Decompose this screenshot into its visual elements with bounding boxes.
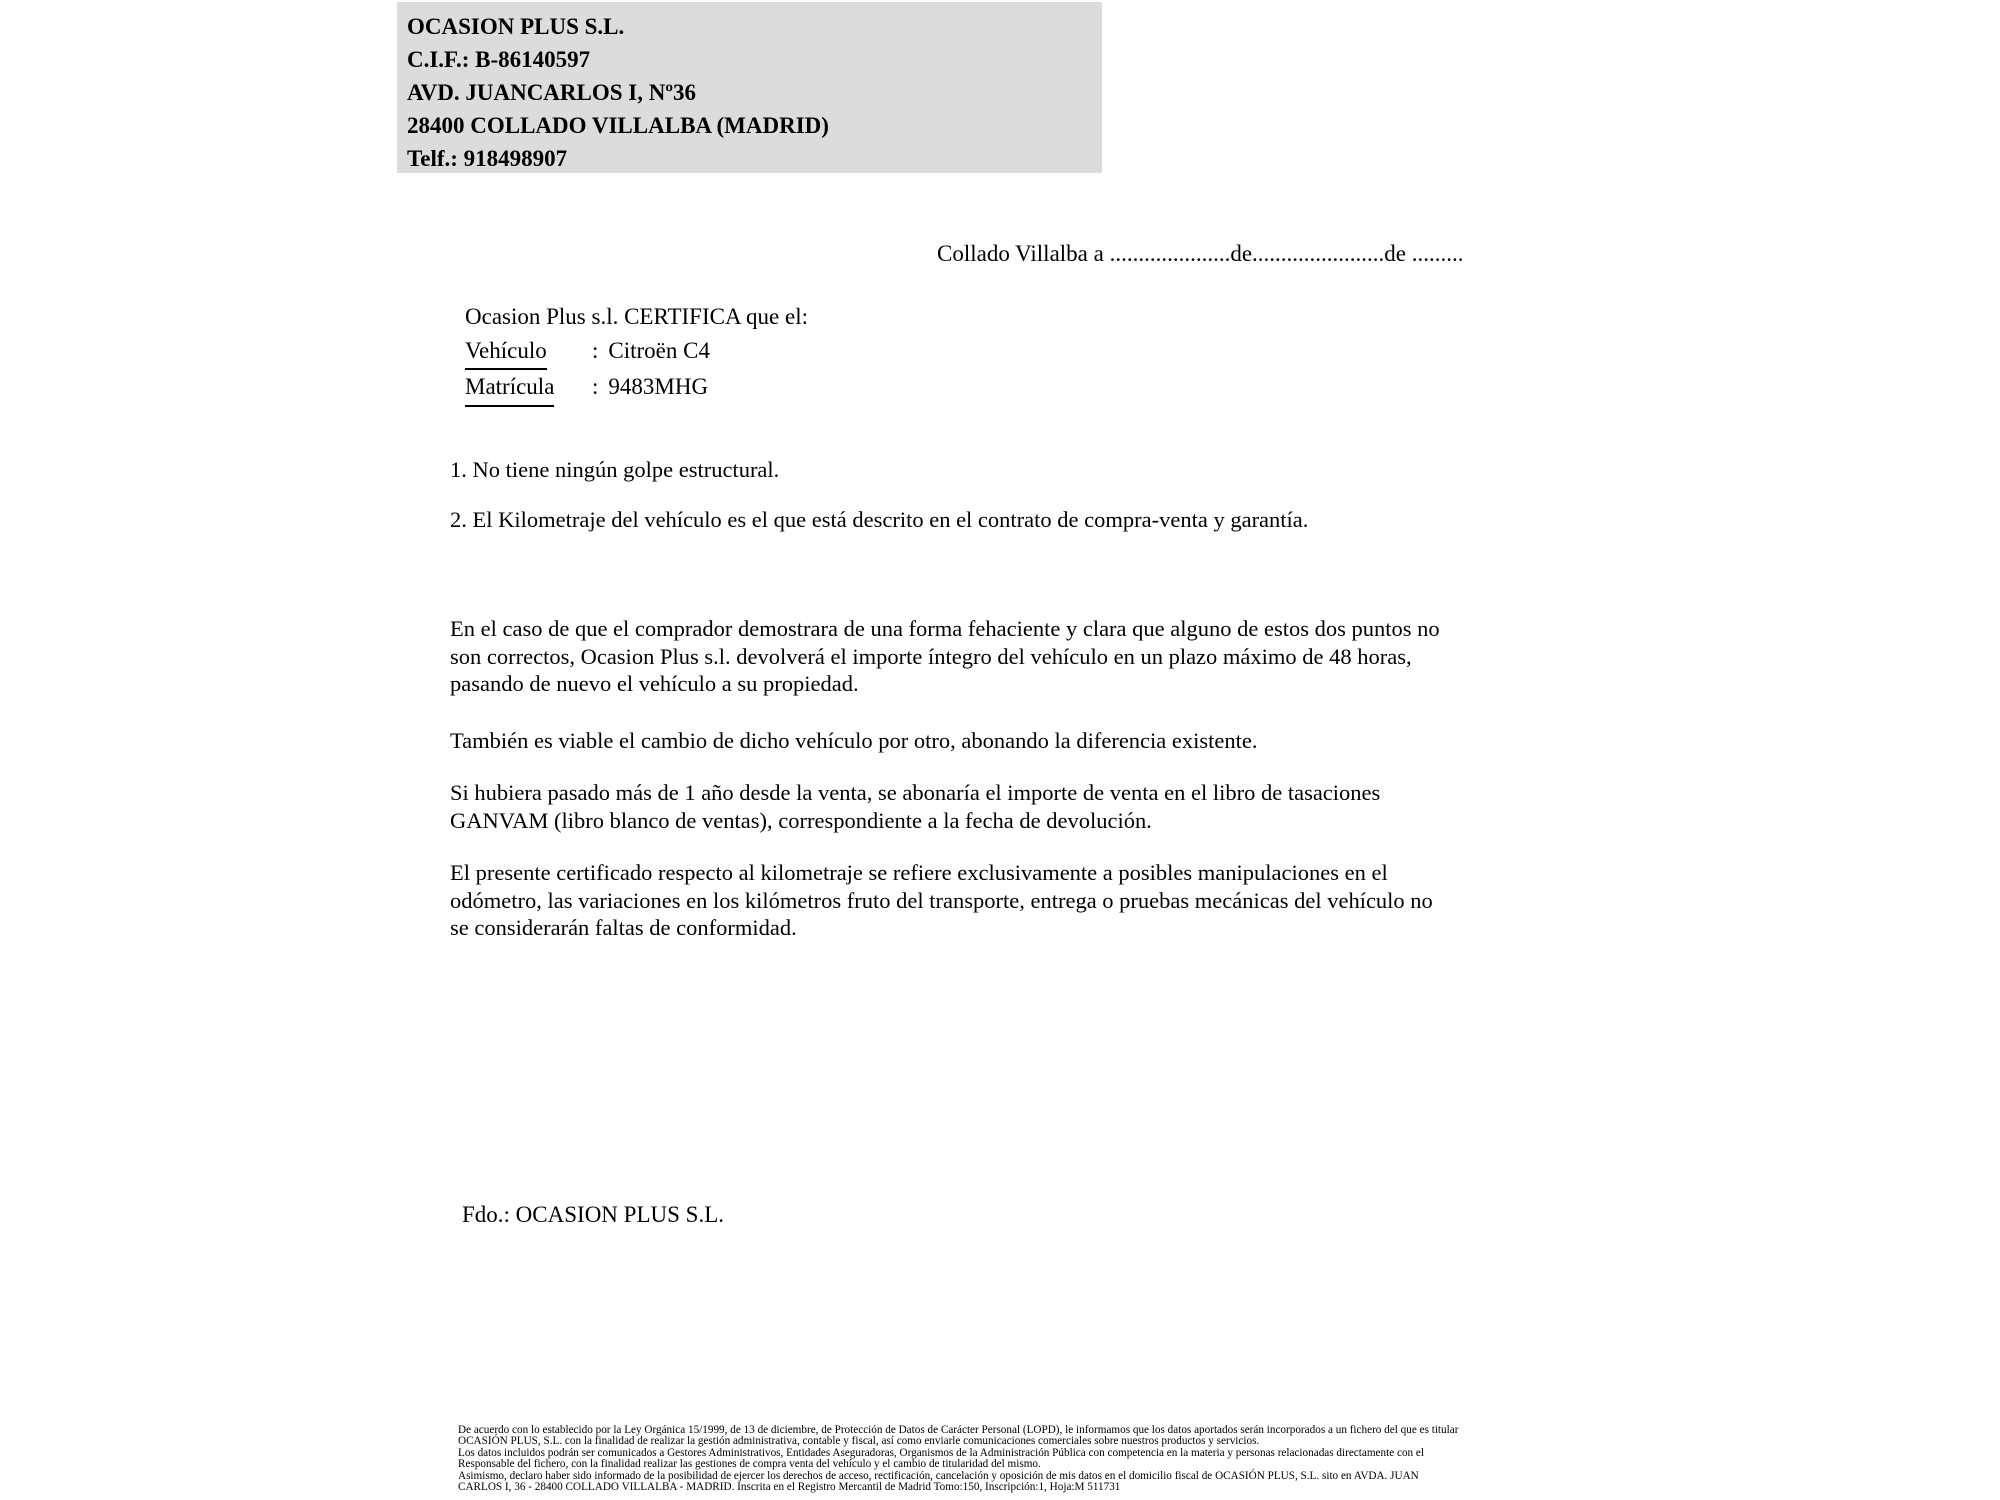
paragraph-line: También es viable el cambio de dicho vehículo por otro, abonando la diferencia existente. <box>450 728 1258 753</box>
legal-footer <box>458 1425 1458 1493</box>
field-separator: : <box>592 374 599 399</box>
plate-label-wrap <box>465 370 592 407</box>
letterhead-city: 28400 COLLADO VILLALBA (MADRID) <box>407 113 829 138</box>
plate-value: 9483MHG <box>608 374 709 399</box>
vehicle-label: Vehículo <box>465 334 547 371</box>
letterhead-address: AVD. JUANCARLOS I, Nº36 <box>407 80 696 105</box>
paragraph-line: Si hubiera pasado más de 1 año desde la venta, se abonaría el importe de venta en el libro de tasaciones <box>450 780 1381 805</box>
paragraph-exchange <box>450 727 1258 755</box>
date-line: Collado Villalba a .....................de.......................de ......... <box>937 241 1464 266</box>
legal-footer-line: Asimismo, declaro haber sido informado de la posibilidad de ejercer los derechos de acceso, rectificación, cancelación y oposición de mis datos en el domicilio fiscal de OCASIÓN PLUS, S.L. sito en AVDA. JUAN <box>458 1469 1419 1482</box>
letterhead-cif: C.I.F.: B-86140597 <box>407 47 591 72</box>
certify-intro: Ocasion Plus s.l. CERTIFICA que el: <box>465 304 808 329</box>
vehicle-label-wrap <box>465 334 592 371</box>
paragraph-line: se considerarán faltas de conformidad. <box>450 915 797 940</box>
letterhead-phone: Telf.: 918498907 <box>407 146 568 171</box>
plate-label: Matrícula <box>465 370 554 407</box>
paragraph-refund <box>450 615 1440 698</box>
legal-footer-line: Responsable del fichero, con la finalidad realizar las gestiones de compra venta del vehículo y el cambio de titularidad del mismo. <box>458 1458 1041 1471</box>
paragraph-line: GANVAM (libro blanco de ventas), correspondiente a la fecha de devolución. <box>450 807 1152 833</box>
legal-footer-line: CARLOS I, 36 - 28400 COLLADO VILLALBA - MADRID. Inscrita en el Registro Mercantil de Madrid Tomo:150, Inscripción:1, Hoja:M 511731 <box>458 1481 1121 1494</box>
paragraph-line: pasando de nuevo el vehículo a su propiedad. <box>450 671 859 696</box>
legal-footer-line: Los datos incluidos podrán ser comunicados a Gestores Administrativos, Entidades Aseguradoras, Organismos de la Administración Pública con competencia en la materia y personas relacionadas directamente con el <box>458 1446 1424 1459</box>
certification-block <box>465 300 808 407</box>
field-separator: : <box>592 337 599 363</box>
paragraph-odometer <box>450 859 1433 942</box>
letterhead-company-name: OCASION PLUS S.L. <box>407 14 625 39</box>
paragraph-ganvam <box>450 779 1380 834</box>
point-structural: 1. No tiene ningún golpe estructural. <box>450 457 780 482</box>
vehicle-value: Citroën C4 <box>608 337 710 363</box>
point-mileage: 2. El Kilometraje del vehículo es el que está descrito en el contrato de compra-venta y garantía. <box>450 507 1309 532</box>
paragraph-line: El presente certificado respecto al kilometraje se refiere exclusivamente a posibles manipulaciones en el <box>450 860 1388 885</box>
signature-line: Fdo.: OCASION PLUS S.L. <box>462 1202 724 1227</box>
legal-footer-line: OCASIÓN PLUS, S.L. con la finalidad de realizar la gestión administrativa, contable y fiscal, así como enviarle comunicaciones comerciales sobre nuestros productos y servicios. <box>458 1435 1260 1448</box>
legal-footer-line: De acuerdo con lo establecido por la Ley Orgánica 15/1999, de 13 de diciembre, de Protección de Datos de Carácter Personal (LOPD), le informamos que los datos aportados serán incorporados a un fichero del que es titular <box>458 1424 1459 1436</box>
paragraph-line: odómetro, las variaciones en los kilómetros fruto del transporte, entrega o pruebas mecánicas del vehículo no <box>450 887 1433 913</box>
paragraph-line: En el caso de que el comprador demostrara de una forma fehaciente y clara que alguno de estos dos puntos no <box>450 616 1440 641</box>
paragraph-line: son correctos, Ocasion Plus s.l. devolverá el importe íntegro del vehículo en un plazo máximo de 48 horas, <box>450 643 1412 669</box>
letterhead <box>397 2 1102 173</box>
plate-row <box>465 370 808 407</box>
vehicle-row <box>465 334 808 371</box>
